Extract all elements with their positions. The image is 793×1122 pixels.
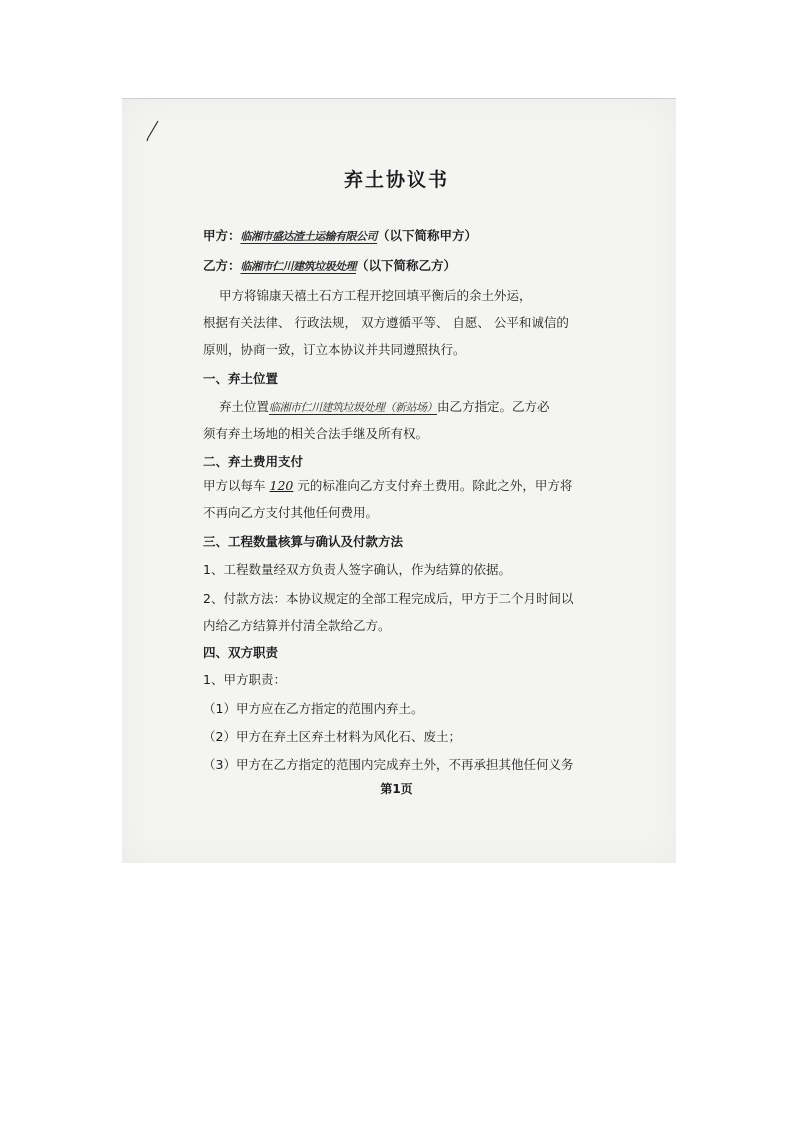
party-b-line bbox=[203, 256, 456, 274]
section3-item-1: 1、工程数量经双方负责人签字确认，作为结算的依据。 bbox=[203, 562, 511, 577]
section4-item-1: （1）甲方应在乙方指定的范围内弃土。 bbox=[203, 701, 424, 716]
section1-heading: 一、弃土位置 bbox=[203, 371, 279, 386]
document-title: 弃土协议书 bbox=[343, 169, 449, 191]
party-b-label: 乙方： bbox=[203, 258, 241, 273]
section4-sub: 1、甲方职责： bbox=[203, 672, 286, 687]
section2-line-2: 不再向乙方支付其他任何费用。 bbox=[203, 505, 379, 520]
intro-line-2: 根据有关法律、 行政法规， 双方遵循平等、 自愿、 公平和诚信的 bbox=[203, 315, 569, 330]
section1-line-2: 须有弃土场地的相关合法手继及所有权。 bbox=[203, 426, 429, 441]
party-b-suffix: （以下简称乙方） bbox=[356, 258, 457, 273]
party-a-label: 甲方： bbox=[203, 228, 241, 243]
party-a-handwritten: 临湘市盛达渣土运输有限公司 bbox=[240, 230, 378, 243]
party-b-handwritten: 临湘市仁川建筑垃圾处理 bbox=[240, 260, 357, 273]
section2-prefix: 甲方以每车 bbox=[203, 478, 266, 493]
party-a-line bbox=[203, 226, 477, 244]
page-number: 第1页 bbox=[380, 782, 413, 796]
intro-line-3: 原则，协商一致，订立本协议并共同遵照执行。 bbox=[203, 342, 466, 357]
section2-heading: 二、弃土费用支付 bbox=[203, 454, 304, 469]
section4-heading: 四、双方职责 bbox=[203, 645, 279, 660]
section2-suffix: 元的标准向乙方支付弃土费用。除此之外，甲方将 bbox=[297, 478, 573, 493]
section1-suffix: 由乙方指定。乙方必 bbox=[437, 399, 550, 414]
intro-line-1: 甲方将锦康天禧土石方工程开挖回填平衡后的余土外运， bbox=[219, 288, 532, 303]
section2-amount: 120 bbox=[269, 478, 294, 493]
party-a-suffix: （以下简称甲方） bbox=[377, 228, 478, 243]
section1-line-1 bbox=[219, 397, 550, 415]
section3-heading: 三、工程数量核算与确认及付款方法 bbox=[203, 534, 404, 549]
pen-mark-icon bbox=[146, 120, 160, 142]
section4-item-3: （3）甲方在乙方指定的范围内完成弃土外，不再承担其他任何义务 bbox=[203, 757, 574, 772]
section1-prefix: 弃土位置 bbox=[219, 399, 270, 414]
section4-item-2: （2）甲方在弃土区弃土材料为风化石、废土； bbox=[203, 729, 461, 744]
section3-item-2: 2、付款方法：本协议规定的全部工程完成后，甲方于二个月时间以 bbox=[203, 591, 574, 606]
section3-item-3: 内给乙方结算并付清全款给乙方。 bbox=[203, 618, 391, 633]
section1-handwritten: 临湘市仁川建筑垃圾处理（新站场） bbox=[269, 401, 438, 414]
section2-line-1 bbox=[203, 476, 572, 494]
